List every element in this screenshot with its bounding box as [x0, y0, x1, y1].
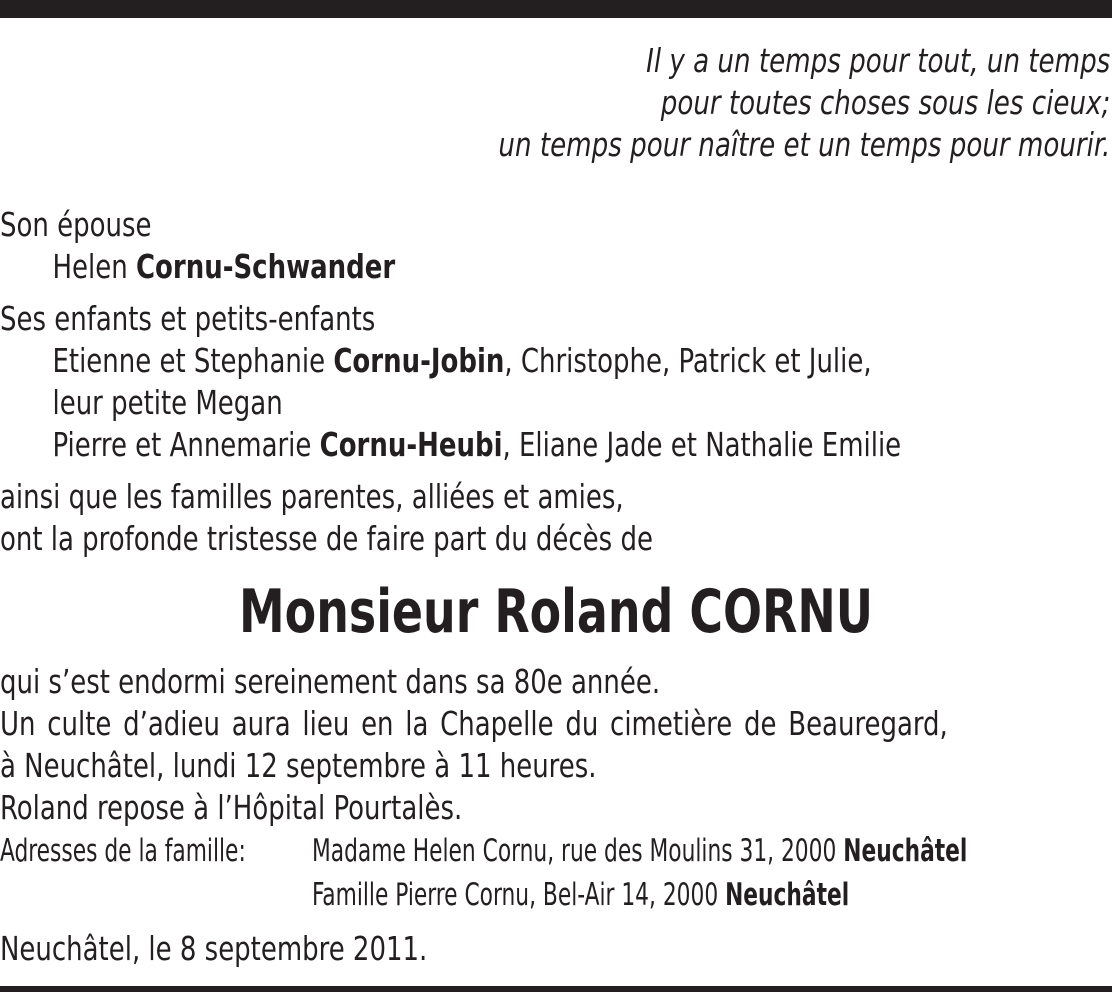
verse-quote	[498, 40, 1110, 166]
address-1	[312, 829, 967, 873]
announcement-line-1: ainsi que les familles parentes, alliées et amies,	[0, 477, 624, 516]
family2-last-name: Cornu-Heubi	[319, 425, 503, 464]
announcement	[0, 476, 1111, 560]
address-row-2	[0, 873, 1092, 917]
address-2-city: Neuchâtel	[725, 877, 850, 913]
announcement-line-2: ont la profonde tristesse de faire part du décès de	[0, 519, 653, 558]
family2-first-names: Pierre et Annemarie	[52, 425, 312, 464]
address-2	[312, 873, 849, 917]
top-rule	[0, 0, 1112, 18]
children-list	[0, 298, 1111, 466]
service-details	[0, 661, 1111, 829]
spouse-name	[0, 246, 1111, 288]
spouse-heading: Son épouse	[0, 205, 152, 244]
spouse-first-name: Helen	[52, 247, 128, 286]
family-list	[0, 204, 1111, 288]
details-line-1: qui s’est endormi sereinement dans sa 80e année.	[0, 662, 661, 701]
family-addresses	[0, 829, 1092, 917]
details-line-4: Roland repose à l’Hôpital Pourtalès.	[0, 788, 463, 827]
dateline: Neuchâtel, le 8 septembre 2011.	[0, 929, 428, 968]
details-line-3: à Neuchâtel, lundi 12 septembre à 11 heures.	[0, 746, 597, 785]
family2-grandchildren: , Eliane Jade et Nathalie Emilie	[502, 425, 902, 464]
address-row-1	[0, 829, 1092, 873]
address-2-text: Famille Pierre Cornu, Bel-Air 14, 2000	[312, 877, 719, 913]
children-heading: Ses enfants et petits-enfants	[0, 299, 376, 338]
child-family-1-line-2: leur petite Megan	[52, 383, 283, 422]
child-family-2	[0, 424, 1111, 466]
child-family-1	[0, 340, 1111, 382]
spouse-last-name: Cornu-Schwander	[135, 247, 396, 286]
bottom-rule	[0, 986, 1112, 992]
family1-first-names: Etienne et Stephanie	[52, 341, 326, 380]
verse-line-3: un temps pour naître et un temps pour mourir.	[498, 125, 1110, 164]
verse-line-2: pour toutes choses sous les cieux;	[660, 83, 1110, 122]
verse-line-1: Il y a un temps pour tout, un temps	[645, 41, 1110, 80]
deceased-name: Monsieur Roland CORNU	[239, 577, 873, 647]
address-label: Adresses de la famille:	[0, 833, 246, 869]
address-1-text: Madame Helen Cornu, rue des Moulins 31, 2000	[312, 833, 837, 869]
details-line-2: Un culte d’adieu aura lieu en la Chapelle du cimetière de Beauregard,	[0, 704, 948, 743]
address-1-city: Neuchâtel	[843, 833, 968, 869]
family1-grandchildren: , Christophe, Patrick et Julie,	[504, 341, 872, 380]
family1-last-name: Cornu-Jobin	[333, 341, 505, 380]
